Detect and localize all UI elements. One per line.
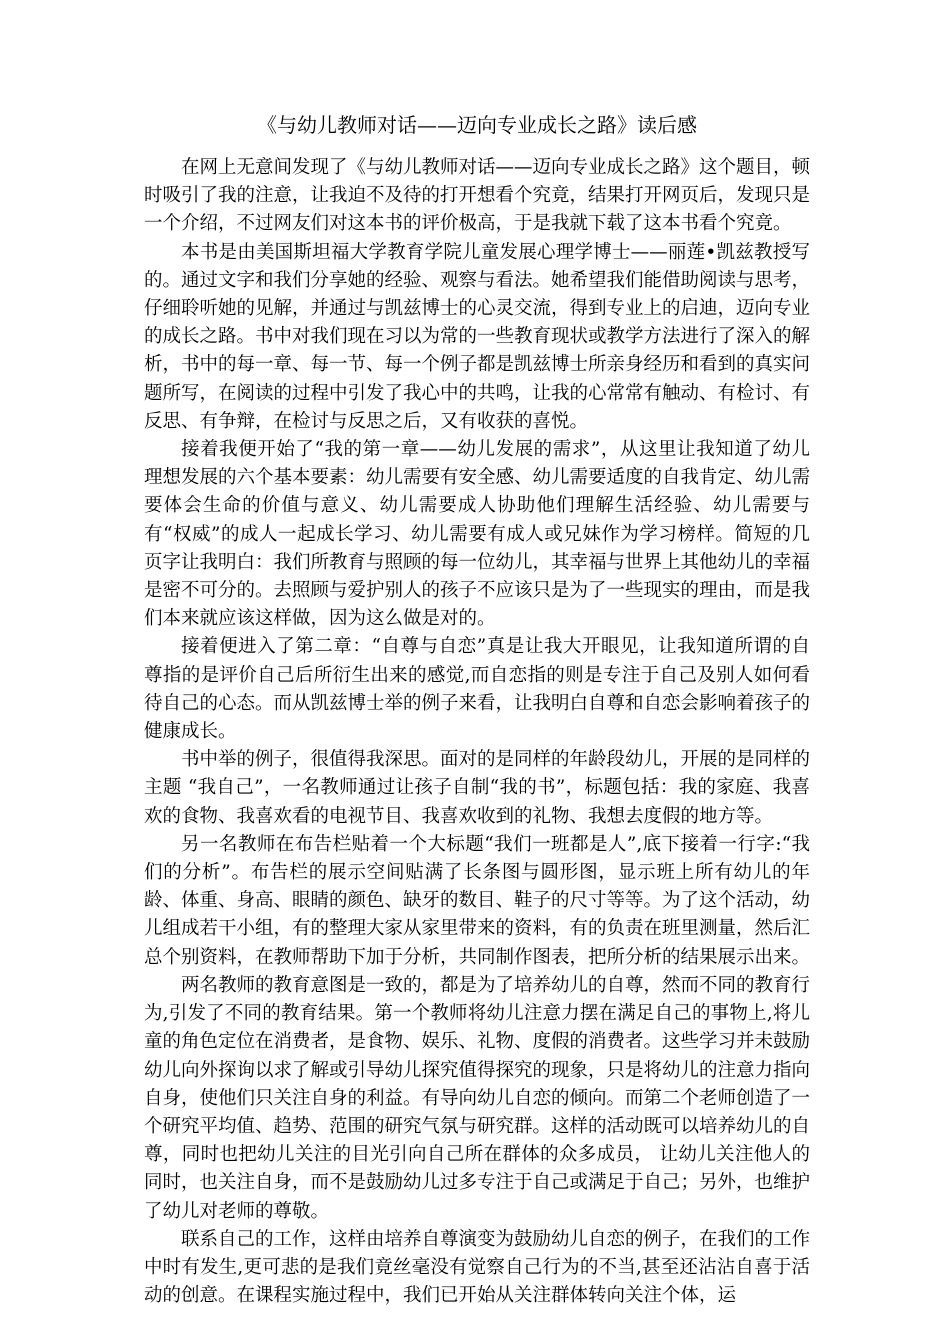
paragraph-1: 在网上无意间发现了《与幼儿教师对话——迈向专业成长之路》这个题目，顿时吸引了我的注意，让我迫不及待的打开想看个究竟，结果打开网页后，发现只是一个介绍，不过网友们对这本书的评价极高，于是我就下载了这本书看个究竟。 bbox=[144, 157, 811, 235]
paragraph-2: 本书是由美国斯坦福大学教育学院儿童发展心理学博士——丽莲•凯兹教授写的。通过文字和我们分享她的经验、观察与看法。她希望我们能借助阅读与思考，仔细聆听她的见解，并通过与凯兹博士的心灵交流，得到专业上的启迪，迈向专业的成长之路。书中对我们现在习以为常的一些教育现状或教学方法进行了深入的解析，书中的每一章、每一节、每一个例子都是凯兹博士所亲身经历和看到的真实问题所写，在阅读的过程中引发了我心中的共鸣，让我的心常常有触动、有检讨、有反思、有争辩，在检讨与反思之后，又有收获的喜悦。 bbox=[144, 241, 811, 432]
paragraph-8: 联系自己的工作，这样由培养自尊演变为鼓励幼儿自恋的例子，在我们的工作中时有发生,更可悲的是我们竟丝毫没有觉察自己行为的不当,甚至还沾沾自喜于活动的创意。在课程实施过程中，我们已开始从关注群体转向关注个体，运 bbox=[144, 1228, 811, 1307]
paragraph-3: 接着我便开始了“我的第一章——幼儿发展的需求”，从这里让我知道了幼儿理想发展的六个基本要素：幼儿需要有安全感、幼儿需要适度的自我肯定、幼儿需要体会生命的价值与意义、幼儿需要成人协助他们理解生活经验、幼儿需要与有“权威”的成人一起成长学习、幼儿需要有成人或兄妹作为学习榜样。简短的几页字让我明白：我们所教育与照顾的每一位幼儿，其幸福与世界上其他幼儿的幸福是密不可分的。去照顾与爱护别人的孩子不应该只是为了一些现实的理由，而是我们本来就应该这样做，因为这么做是对的。 bbox=[144, 439, 811, 630]
paragraph-6: 另一名教师在布告栏贴着一个大标题“我们一班都是人”,底下接着一行字:“我们的分析”。布告栏的展示空间贴满了长条图与圆形图，显示班上所有幼儿的年龄、体重、身高、眼睛的颜色、缺牙的数目、鞋子的尺寸等等。为了这个活动，幼儿组成若干小组，有的整理大家从家里带来的资料，有的负责在班里测量，然后汇总个别资料，在教师帮助下加于分析，共同制作图表，把所分析的结果展示出来。 bbox=[144, 833, 811, 968]
document-title: 《与幼儿教师对话——迈向专业成长之路》读后感 bbox=[257, 113, 697, 137]
paragraph-4: 接着便进入了第二章：“自尊与自恋”真是让我大开眼见，让我知道所谓的自尊指的是评价自己后所衍生出来的感觉,而自恋指的则是专注于自己及别人如何看待自己的心态。而从凯兹博士举的例子来看，让我明白自尊和自恋会影响着孩子的健康成长。 bbox=[144, 636, 811, 743]
document-page bbox=[144, 110, 810, 1310]
paragraph-7: 两名教师的教育意图是一致的，都是为了培养幼儿的自尊，然而不同的教育行为,引发了不同的教育结果。第一个教师将幼儿注意力摆在满足自己的事物上,将儿童的角色定位在消费者，是食物、娱乐、礼物、度假的消费者。这些学习并未鼓励幼儿向外探询以求了解或引导幼儿探究值得探究的现象，只是将幼儿的注意力指向自身，使他们只关注自身的利益。有导向幼儿自恋的倾向。而第二个老师创造了一个研究平均值、趋势、范围的研究气氛与研究群。这样的活动既可以培养幼儿的自尊，同时也把幼儿关注的目光引向自己所在群体的众多成员， 让幼儿关注他人的同时，也关注自身，而不是鼓励幼儿过多专注于自己或满足于自己；另外，也维护了幼儿对老师的尊敬。 bbox=[144, 974, 811, 1222]
paragraph-5: 书中举的例子，很值得我深思。面对的是同样的年龄段幼儿，开展的是同样的主题 “我自己”，一名教师通过让孩子自制“我的书”，标题包括：我的家庭、我喜欢的食物、我喜欢看的电视节目、我喜欢收到的礼物、我想去度假的地方等。 bbox=[144, 749, 811, 827]
